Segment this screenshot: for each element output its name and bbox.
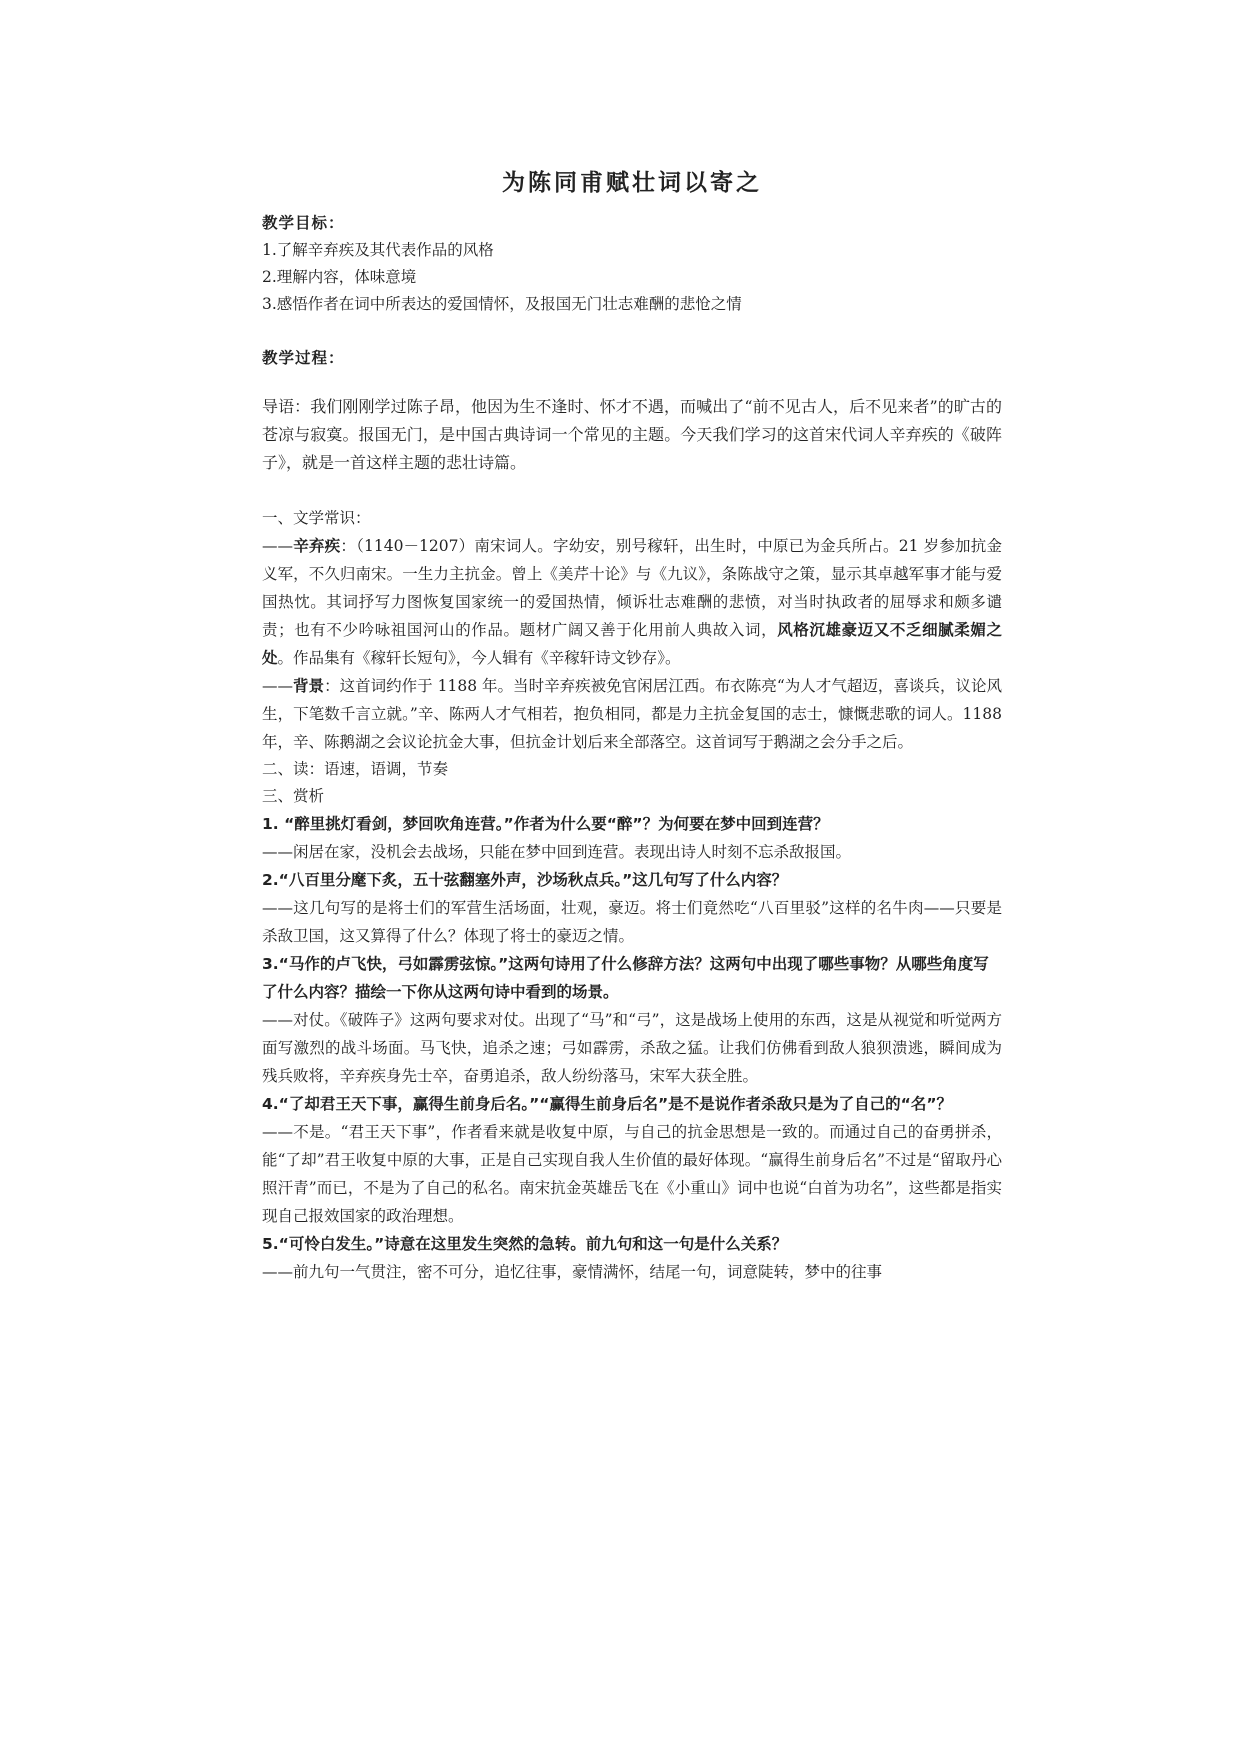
objectives-heading: 教学目标： (262, 214, 345, 232)
literary-knowledge-section (262, 505, 1002, 1286)
answer: ——不是。“君王天下事”，作者看来就是收复中原，与自己的抗金思想是一致的。而通过自己的奋勇拼杀，能“了却”君王收复中原的大事，正是自己实现自我人生价值的最好体现。“赢得生前身后名”不过是“留取丹心照汗青”而已，不是为了自己的私名。南宋抗金英雄岳飞在《小重山》词中也说“白首为功名”，这些都是指实现自己报效国家的政治理想。 (262, 1123, 1002, 1225)
process-heading-block (262, 345, 1002, 372)
intro-paragraph: 导语：我们刚刚学过陈子昂，他因为生不逢时、怀才不遇，而喊出了“前不见古人，后不见来者”的旷古的苍凉与寂寞。报国无门，是中国古典诗词一个常见的主题。今天我们学习的这首宋代词人辛弃疾的《破阵子》，就是一首这样主题的悲壮诗篇。 (262, 397, 1002, 472)
section3-heading: 三、赏析 (262, 787, 325, 805)
author-style-bold: 风格沉雄豪迈又不乏细腻柔媚之处 (262, 621, 1002, 667)
objectives-section (262, 210, 1002, 318)
background-prefix: —— (262, 677, 293, 695)
answer: ——对仗。《破阵子》这两句要求对仗。出现了“马”和“弓”，这是战场上使用的东西，这是从视觉和听觉两方面写激烈的战斗场面。马飞快，追杀之速；弓如霹雳，杀敌之猛。让我们仿佛看到敌人狼狈溃逃，瞬间成为残兵败将，辛弃疾身先士卒，奋勇追杀，敌人纷纷落马，宋军大获全胜。 (262, 1011, 1002, 1085)
question: 1. “醉里挑灯看剑，梦回吹角连营。”作者为什么要“醉”？为何要在梦中回到连营？ (262, 815, 829, 833)
author-label: 辛弃疾 (293, 537, 341, 555)
process-heading: 教学过程： (262, 349, 345, 367)
section2-heading: 二、读：语速，语调，节奏 (262, 760, 449, 778)
answer: ——这几句写的是将士们的军营生活场面，壮观，豪迈。将士们竟然吃“八百里驳”这样的名牛肉——只要是杀敌卫国，这又算得了什么？体现了将士的豪迈之情。 (262, 899, 1002, 945)
question: 5.“可怜白发生。”诗意在这里发生突然的急转。前九句和这一句是什么关系？ (262, 1235, 788, 1253)
background-paragraph (262, 672, 1002, 756)
document-title: 为陈同甫赋壮词以寄之 (502, 170, 762, 196)
question: 3.“马作的卢飞快，弓如霹雳弦惊。”这两句诗用了什么修辞方法？这两句中出现了哪些事物？从哪些角度写了什么内容？描绘一下你从这两句诗中看到的场景。 (262, 955, 989, 1001)
author-prefix: —— (262, 537, 293, 555)
author-text-b: 。作品集有《稼轩长短句》，今人辑有《辛稼轩诗文钞存》。 (277, 649, 681, 667)
objective-item: 1.了解辛弃疾及其代表作品的风格 (262, 241, 494, 259)
background-label: 背景 (293, 677, 325, 695)
objective-item: 2.理解内容，体味意境 (262, 268, 417, 286)
intro-block (262, 393, 1002, 477)
author-text-a: ：（1140－1207）南宋词人。字幼安，别号稼轩，出生时，中原已为金兵所占。21 岁参加抗金义军，不久归南宋。一生力主抗金。曾上《美芹十论》与《九议》，条陈战守之策，显示其卓越军事才能与爱国热忱。其词抒写力图恢复国家统一的爱国热情，倾诉壮志难酬的悲愤，对当时执政者的屈辱求和颇多谴责；也有不少吟咏祖国河山的作品。题材广阔又善于化用前人典故入词， (262, 537, 1002, 639)
answer: ——前九句一气贯注，密不可分，追忆往事，豪情满怀，结尾一句，词意陡转，梦中的往事 (262, 1263, 883, 1281)
appreciation-qa-list (262, 810, 1002, 1286)
objective-item: 3.感悟作者在词中所表达的爱国情怀，及报国无门壮志难酬的悲怆之情 (262, 295, 742, 313)
question: 2.“八百里分麾下炙，五十弦翻塞外声，沙场秋点兵。”这几句写了什么内容？ (262, 871, 788, 889)
author-paragraph (262, 532, 1002, 672)
answer: ——闲居在家，没机会去战场，只能在梦中回到连营。表现出诗人时刻不忘杀敌报国。 (262, 843, 852, 861)
background-text: ：这首词约作于 1188 年。当时辛弃疾被免官闲居江西。布衣陈亮“为人才气超迈，喜谈兵，议论风生，下笔数千言立就。”辛、陈两人才气相若，抱负相同，都是力主抗金复国的志士，慷慨悲歌的词人。1188 年，辛、陈鹅湖之会议论抗金大事，但抗金计划后来全部落空。这首词写于鹅湖之会分手之后。 (262, 677, 1002, 751)
section1-heading: 一、文学常识： (262, 509, 371, 527)
question: 4.“了却君王天下事，赢得生前身后名。”“赢得生前身后名”是不是说作者杀敌只是为了自己的“名”？ (262, 1095, 953, 1113)
